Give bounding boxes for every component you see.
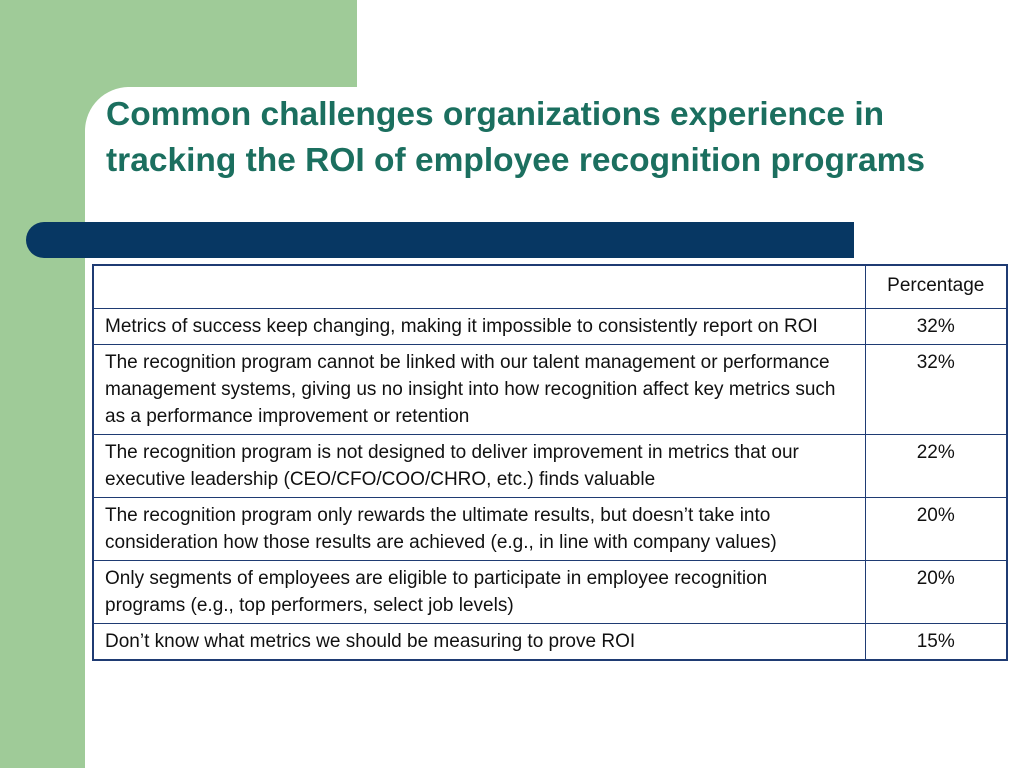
slide-title: Common challenges organizations experience in tracking the ROI of employee recognition programs — [106, 96, 926, 179]
table-row — [93, 561, 1007, 624]
table-row — [93, 624, 1007, 661]
challenge-cell: The recognition program is not designed to deliver improvement in metrics that our executive leadership (CEO/CFO/COO/CHRO, etc.) finds valuable — [93, 435, 865, 498]
table-row — [93, 435, 1007, 498]
table-row — [93, 345, 1007, 435]
challenge-cell: The recognition program only rewards the ultimate results, but doesn’t take into consideration how those results are achieved (e.g., in line with company values) — [93, 498, 865, 561]
percentage-cell: 15% — [865, 624, 1007, 661]
challenge-cell: Only segments of employees are eligible to participate in employee recognition programs (e.g., top performers, select job levels) — [93, 561, 865, 624]
title-underline-bar — [26, 222, 854, 258]
table-header-row — [93, 265, 1007, 309]
percentage-cell: 20% — [865, 561, 1007, 624]
header-challenge-cell — [93, 265, 865, 309]
percentage-cell: 32% — [865, 309, 1007, 345]
header-percentage-cell: Percentage — [865, 265, 1007, 309]
challenge-cell: Metrics of success keep changing, making it impossible to consistently report on ROI — [93, 309, 865, 345]
table-row — [93, 498, 1007, 561]
table-row — [93, 309, 1007, 345]
percentage-cell: 20% — [865, 498, 1007, 561]
challenge-cell: Don’t know what metrics we should be measuring to prove ROI — [93, 624, 865, 661]
percentage-cell: 32% — [865, 345, 1007, 435]
challenge-cell: The recognition program cannot be linked with our talent management or performance management systems, giving us no insight into how recognition affect key metrics such as a performance improvement or retention — [93, 345, 865, 435]
percentage-cell: 22% — [865, 435, 1007, 498]
challenges-table — [92, 264, 1008, 661]
